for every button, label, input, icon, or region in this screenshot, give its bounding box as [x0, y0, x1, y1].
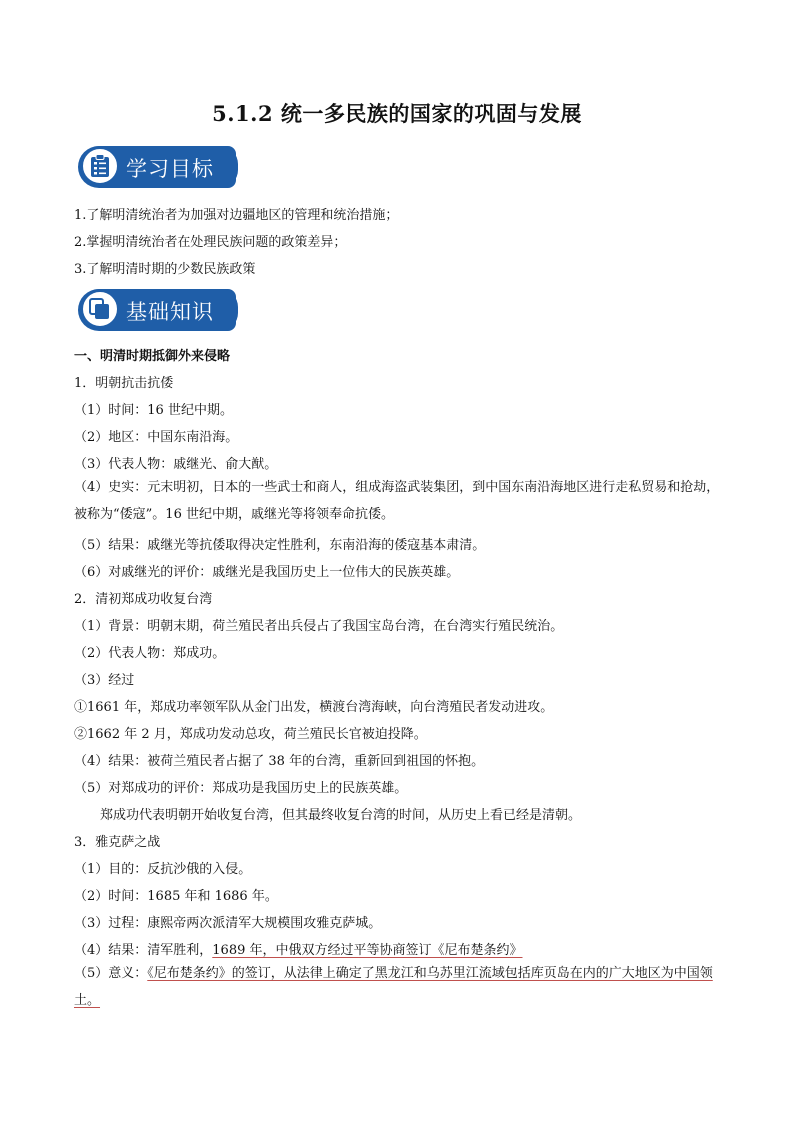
paragraph: （5）结果：戚继光等抗倭取得决定性胜利，东南沿海的倭寇基本肃清。: [74, 538, 486, 553]
paragraph: （6）对戚继光的评价：戚继光是我国历史上一位伟大的民族英雄。: [74, 565, 460, 580]
page-title: 5.1.2 统一多民族的国家的巩固与发展: [212, 101, 582, 126]
paragraph: ②1662 年 2 月，郑成功发动总攻，荷兰殖民长官被迫投降。: [74, 727, 427, 742]
goal-item: 2.掌握明清统治者在处理民族问题的政策差异；: [74, 235, 347, 250]
paragraph: （2）地区：中国东南沿海。: [74, 430, 239, 445]
section-badge-label: 基础知识: [126, 300, 214, 324]
heading-1: 一、明清时期抵御外来侵略: [74, 349, 231, 364]
documents-icon: [80, 289, 120, 329]
paragraph: （2）时间：1685 年和 1686 年。: [74, 889, 278, 904]
subsection-title: 2．清初郑成功收复台湾: [74, 592, 213, 607]
goal-item: 1.了解明清统治者为加强对边疆地区的管理和统治措施；: [74, 208, 399, 223]
clipboard-icon: [80, 146, 120, 186]
section-badge-label: 学习目标: [126, 157, 214, 181]
paragraph: （4）结果：被荷兰殖民者占据了 38 年的台湾，重新回到祖国的怀抱。: [74, 754, 485, 769]
paragraph: （1）背景：明朝末期，荷兰殖民者出兵侵占了我国宝岛台湾，在台湾实行殖民统治。: [74, 619, 564, 634]
note: 郑成功代表明朝开始收复台湾，但其最终收复台湾的时间，从历史上看已经是清朝。: [100, 808, 582, 823]
goal-item: 3.了解明清时期的少数民族政策: [74, 262, 256, 277]
paragraph: （4）史实：元末明初，日本的一些武士和商人，组成海盗武装集团，到中国东南沿海地区进行走私贸易和抢劫，被称为“倭寇”。16 世纪中期，戚继光等将领奉命抗倭。: [74, 480, 720, 522]
section-badge-goals: [78, 146, 236, 188]
paragraph: （3）过程：康熙帝两次派清军大规模围攻雅克萨城。: [74, 916, 382, 931]
paragraph: （3）经过: [74, 673, 135, 688]
result-label: （4）结果：清军胜利，: [74, 943, 213, 958]
paragraph: （1）时间：16 世纪中期。: [74, 403, 233, 418]
paragraph: （1）目的：反抗沙俄的入侵。: [74, 862, 252, 877]
underlined-text: 1689 年，中俄双方经过平等协商签订《尼布楚条约》: [212, 943, 523, 958]
paragraph: ①1661 年，郑成功率领军队从金门出发，横渡台湾海峡，向台湾殖民者发动进攻。: [74, 700, 554, 715]
subsection-title: 1．明朝抗击抗倭: [74, 376, 174, 391]
paragraph: （5）对郑成功的评价：郑成功是我国历史上的民族英雄。: [74, 781, 408, 796]
paragraph: [74, 939, 523, 958]
paragraph: [74, 960, 726, 1014]
underlined-text: 《尼布楚条约》的签订，从法律上确定了黑龙江和乌苏里江流域包括库页岛在内的广大地区为中国领土。: [74, 966, 713, 1008]
meaning-label: （5）意义：: [74, 966, 148, 981]
paragraph: （3）代表人物：戚继光、俞大猷。: [74, 457, 278, 472]
subsection-title: 3．雅克萨之战: [74, 835, 161, 850]
section-badge-basics: [78, 289, 236, 331]
paragraph: （2）代表人物：郑成功。: [74, 646, 226, 661]
